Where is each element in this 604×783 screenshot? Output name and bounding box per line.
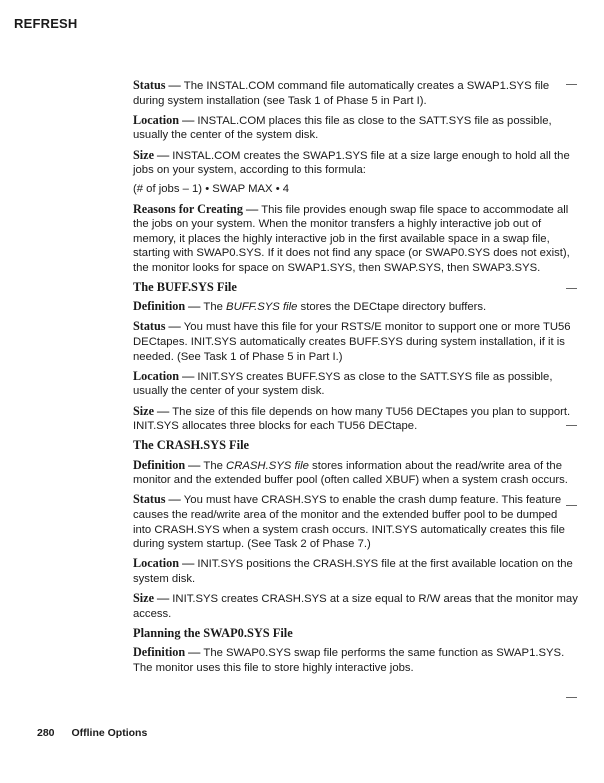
paragraph-lead: Status — xyxy=(133,78,184,92)
paragraph-lead: Size — xyxy=(133,403,173,418)
paragraph-text: The size of this file depends on how many TU56 DECtapes you plan to support. INIT.SYS allocates three blocks for each TU56 DECtape. xyxy=(133,405,571,433)
paragraph xyxy=(133,369,578,399)
paragraph-lead: Definition — xyxy=(133,299,204,314)
paragraph xyxy=(133,404,578,434)
paragraph-text: INIT.SYS creates BUFF.SYS as close to the SATT.SYS file as possible, usually the center of your system disk. xyxy=(133,370,553,398)
margin-mark xyxy=(566,505,577,506)
paragraph-text: INIT.SYS creates CRASH.SYS at a size equal to R/W areas that the monitor may access. xyxy=(133,593,578,620)
paragraph-lead: Size — xyxy=(133,147,173,162)
paragraph-lead: Status — xyxy=(133,492,184,507)
paragraph-text: You must have CRASH.SYS to enable the crash dump feature. This feature causes the read/write area of the monitor and the extended buffer pool to be dumped into CRASH.SYS when a system crash occurs. INIT.SYS automatically creates this file during system startup. (See Task 2 of Phase 7.) xyxy=(133,494,565,551)
margin-mark xyxy=(566,697,577,698)
paragraph-text: The xyxy=(203,459,227,472)
paragraph-text: (# of jobs – 1) • SWAP MAX • 4 xyxy=(133,183,290,196)
page-number: 280 xyxy=(37,727,55,739)
paragraph xyxy=(133,113,578,143)
paragraph-text: stores information about the read/write area of the monitor and the extended buffer pool (often called XBUF) when a system crash occurs. xyxy=(133,459,568,487)
paragraph-text: This file provides enough swap file space to accommodate all the jobs on your system. When the monitor transfers a highly interactive job out of memory, it places the highly interactive job in the first available space in a swap file, starting with SWAP0.SYS. If it does not find any space (or SWAP0.SYS does not exist), the monitor looks for space on SWAP1.SYS, then SWAP.SYS, then SWAP3.SYS. xyxy=(133,203,570,274)
margin-mark xyxy=(566,84,577,85)
paragraph xyxy=(133,645,578,675)
paragraph xyxy=(133,78,578,108)
paragraph-text: INSTAL.COM creates the SWAP1.SYS file at a size large enough to hold all the jobs on your system, according to this formula: xyxy=(133,149,570,177)
paragraph-text: stores the DECtape directory buffers. xyxy=(297,301,487,314)
footer-section: Offline Options xyxy=(71,727,148,739)
paragraph-lead: Definition — xyxy=(133,645,204,660)
emphasis: CRASH.SYS file xyxy=(226,459,309,472)
paragraph-text: INSTAL.COM places this file as close to the SATT.SYS file as possible, usually the center of the system disk. xyxy=(133,114,552,142)
margin-mark xyxy=(566,288,577,289)
section-heading: Planning the SWAP0.SYS File xyxy=(133,625,293,640)
paragraph-lead: Location — xyxy=(133,368,198,383)
paragraph xyxy=(133,299,578,315)
page-footer xyxy=(37,727,161,739)
paragraph-lead: Reasons for Creating — xyxy=(133,201,262,216)
paragraph xyxy=(133,202,578,276)
paragraph-text: INIT.SYS positions the CRASH.SYS file at the first available location on the system disk. xyxy=(133,558,573,585)
paragraph-lead: Status — xyxy=(133,319,184,334)
paragraph-text: The INSTAL.COM command file automatically creates a SWAP1.SYS file during system installation (see Task 1 of Phase 5 in Part I). xyxy=(133,80,550,107)
section-heading: The BUFF.SYS File xyxy=(133,280,237,295)
paragraph-text: The SWAP0.SYS swap file performs the same function as SWAP1.SYS. The monitor uses this file to store highly interactive jobs. xyxy=(133,647,565,674)
paragraph-lead: Location — xyxy=(133,112,198,127)
running-header: REFRESH xyxy=(14,16,78,31)
section-heading: The CRASH.SYS File xyxy=(133,438,250,453)
emphasis: BUFF.SYS file xyxy=(226,301,298,314)
page-body xyxy=(133,78,578,680)
paragraph xyxy=(133,319,578,364)
paragraph xyxy=(133,182,578,197)
paragraph-text: You must have this file for your RSTS/E monitor to support one or more TU56 DECtapes. INIT.SYS automatically creates BUFF.SYS during system installation, if it is needed. (See Task 1 of Phase 5 in Part I.) xyxy=(133,321,571,363)
paragraph-lead: Location — xyxy=(133,556,198,571)
paragraph xyxy=(133,458,578,488)
paragraph xyxy=(133,591,578,621)
paragraph xyxy=(133,556,578,586)
margin-mark xyxy=(566,425,577,426)
paragraph-lead: Size — xyxy=(133,591,173,606)
paragraph-lead: Definition — xyxy=(133,457,204,472)
paragraph xyxy=(133,492,578,551)
paragraph xyxy=(133,148,578,178)
paragraph-text: The xyxy=(203,301,227,314)
